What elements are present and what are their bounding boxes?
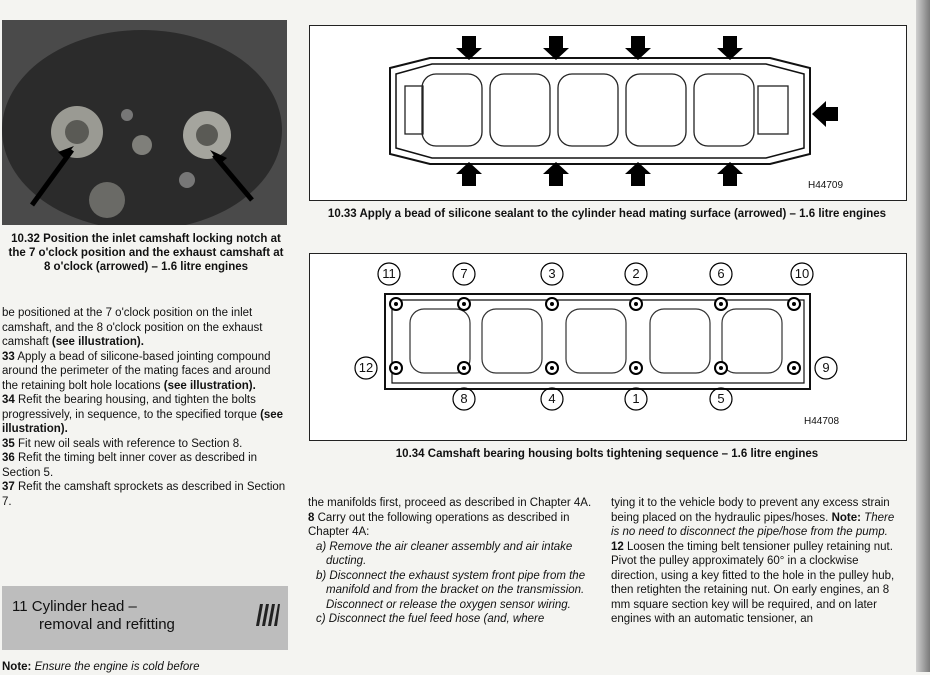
column-3-text: [611, 496, 897, 627]
paragraph: 37 Refit the camshaft sprockets as described in Section 7.: [2, 481, 286, 508]
figure-code: H44708: [804, 416, 840, 427]
bolt-label-1: 1: [632, 391, 640, 406]
bolt-label-12: 12: [358, 360, 374, 375]
paragraph: be positioned at the 7 o'clock position on the inlet camshaft, and the 8 o'clock position on the exhaust camshaft (see illustration).: [2, 307, 263, 348]
bolt-label-11: 11: [382, 266, 396, 281]
photo-camshafts: [2, 20, 287, 225]
caption-10-34: 10.34 Camshaft bearing housing bolts tightening sequence – 1.6 litre engines: [395, 448, 819, 460]
bolt-label-2: 2: [632, 266, 640, 281]
section-heading: 11 Cylinder head – removal and refitting: [12, 598, 175, 633]
paragraph: 33 Apply a bead of silicone-based jointing compound around the perimeter of the mating faces and around the retaining bolt hole locations (see illustration).: [2, 350, 271, 392]
column-1-text: [2, 306, 288, 509]
paragraph: tying it to the vehicle body to prevent any excess strain being placed on the hydraulic pipes/hoses. Note: There is no need to disconnect the pipe/hose from the pump.: [611, 497, 895, 538]
column-2-text: [308, 496, 595, 627]
caption-10-32: 10.32 Position the inlet camshaft locking notch at the 7 o'clock position and the exhaust camshaft at 8 o'clock (arrowed) – 1.6 litre engines: [8, 233, 284, 273]
figure-10-33: [309, 25, 907, 201]
list-item: b) Disconnect the exhaust system front pipe from the manifold and from the bracket on the transmission. Disconnect or release the oxygen sensor wiring.: [316, 569, 586, 611]
bolt-label-5: 5: [717, 391, 725, 406]
list-item: c) Disconnect the fuel feed hose (and, where: [316, 613, 545, 625]
bolt-label-8: 8: [460, 391, 468, 406]
paragraph: 34 Refit the bearing housing, and tighten the bolts progressively, in sequence, to the specified torque (see illustration).: [2, 394, 284, 435]
bolt-label-9: 9: [822, 360, 830, 375]
paragraph: 35 Fit new oil seals with reference to Section 8.: [2, 437, 243, 450]
paragraph: 12 Loosen the timing belt tensioner pulley retaining nut. Pivot the pulley approximately 60° in a clockwise direction, using a key fitted to the hole in the pulley hub, then retighten the retaining nut. On early engines, an 8 mm square section key will be required, and on later engines with an automatic tensioner, an: [611, 540, 895, 625]
section-heading-box: [2, 586, 288, 650]
paragraph: 36 Refit the timing belt inner cover as described in Section 5.: [2, 452, 258, 479]
paragraph: 8 Carry out the following operations as described in Chapter 4A:: [308, 511, 570, 538]
list-item: a) Remove the air cleaner assembly and air intake ducting.: [316, 540, 573, 567]
page-edge: [916, 0, 930, 672]
bolt-label-3: 3: [548, 266, 556, 281]
figure-10-34: [309, 253, 907, 441]
note-line: Note: Ensure the engine is cold before: [2, 661, 200, 673]
bolt-label-7: 7: [460, 266, 468, 281]
bolt-label-10: 10: [794, 266, 810, 281]
bolt-label-4: 4: [548, 391, 556, 406]
caption-10-33: 10.33 Apply a bead of silicone sealant to the cylinder head mating surface (arrowed) – 1.6 litre engines: [327, 208, 887, 220]
figure-code: H44709: [808, 180, 844, 191]
paragraph: the manifolds first, proceed as described in Chapter 4A.: [308, 497, 592, 509]
spanner-icon: [254, 600, 280, 635]
bolt-label-6: 6: [717, 266, 725, 281]
